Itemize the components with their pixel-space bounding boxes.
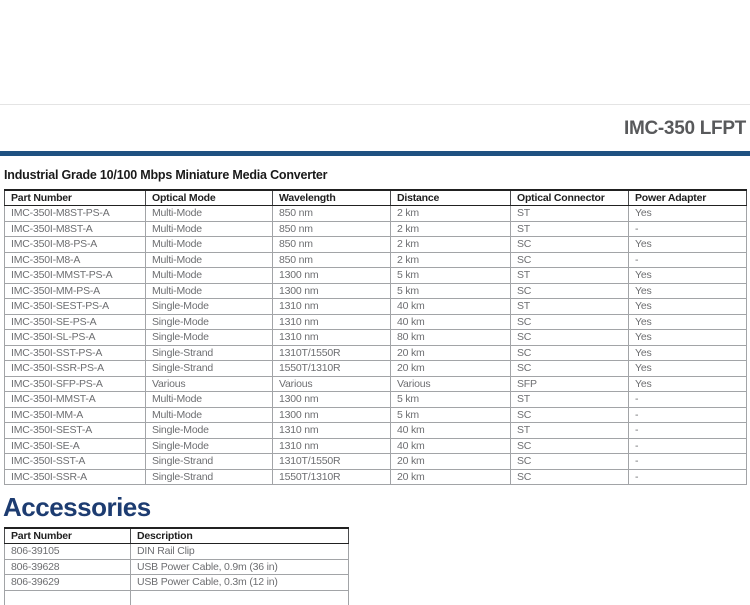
table-cell: 20 km — [391, 361, 511, 377]
table-cell: Yes — [629, 206, 747, 222]
table-row — [5, 376, 747, 392]
table-cell: 1310T/1550R — [273, 345, 391, 361]
table-cell: SC — [511, 454, 629, 470]
table-cell: 20 km — [391, 469, 511, 485]
table-cell: Yes — [629, 345, 747, 361]
table-cell: 1310T/1550R — [273, 454, 391, 470]
table-cell: 5 km — [391, 392, 511, 408]
table-row — [5, 237, 747, 253]
table-cell: 1550T/1310R — [273, 361, 391, 377]
table-row — [5, 221, 747, 237]
table-cell: ST — [511, 299, 629, 315]
table-cell: 1310 nm — [273, 330, 391, 346]
column-header: Power Adapter — [629, 190, 747, 206]
column-header: Wavelength — [273, 190, 391, 206]
table-cell: Multi-Mode — [146, 221, 273, 237]
table-cell: Various — [391, 376, 511, 392]
table-cell: USB Power Cable, 0.9m (36 in) — [131, 559, 349, 575]
table-row — [5, 423, 747, 439]
table-cell: - — [629, 392, 747, 408]
header-accent-rule — [0, 151, 750, 156]
table-cell: SC — [511, 345, 629, 361]
table-cell: SC — [511, 252, 629, 268]
table-cell: 5 km — [391, 407, 511, 423]
table-cell — [5, 590, 131, 605]
column-header: Description — [131, 528, 349, 544]
table-cell: Single-Strand — [146, 345, 273, 361]
table-cell: 40 km — [391, 314, 511, 330]
table-row — [5, 575, 349, 591]
table-cell: 850 nm — [273, 206, 391, 222]
table-cell: Multi-Mode — [146, 392, 273, 408]
media-converter-spec-table — [4, 189, 747, 485]
table-cell: USB Power Cable, 0.3m (12 in) — [131, 575, 349, 591]
table-cell: SC — [511, 314, 629, 330]
table-cell: 1300 nm — [273, 283, 391, 299]
table-cell: - — [629, 407, 747, 423]
table-cell: IMC-350I-M8-PS-A — [5, 237, 146, 253]
table-cell: 2 km — [391, 206, 511, 222]
table-cell: Various — [146, 376, 273, 392]
table-cell: Yes — [629, 299, 747, 315]
table-row — [5, 361, 747, 377]
accessories-table — [4, 527, 349, 605]
table-cell: 1310 nm — [273, 438, 391, 454]
table-cell: - — [629, 221, 747, 237]
spec-table-body — [5, 206, 747, 485]
table-cell: 2 km — [391, 252, 511, 268]
product-title: IMC-350 LFPT — [623, 118, 746, 139]
table-cell: IMC-350I-SFP-PS-A — [5, 376, 146, 392]
table-cell: Yes — [629, 314, 747, 330]
accessories-header-row — [5, 528, 349, 544]
table-cell: 806-39629 — [5, 575, 131, 591]
table-row — [5, 559, 349, 575]
column-header: Part Number — [5, 528, 131, 544]
table-cell: IMC-350I-MMST-PS-A — [5, 268, 146, 284]
table-row — [5, 314, 747, 330]
table-cell: Single-Mode — [146, 330, 273, 346]
table-cell: 1310 nm — [273, 314, 391, 330]
table-cell: SC — [511, 361, 629, 377]
table-cell: ST — [511, 423, 629, 439]
table-cell: Single-Mode — [146, 314, 273, 330]
table-row — [5, 454, 747, 470]
table-cell: SC — [511, 237, 629, 253]
table-row-partial — [5, 590, 349, 605]
table-cell: IMC-350I-M8-A — [5, 252, 146, 268]
table-cell: 850 nm — [273, 221, 391, 237]
table-row — [5, 544, 349, 560]
table-cell: Multi-Mode — [146, 252, 273, 268]
table-cell: - — [629, 438, 747, 454]
table-cell: IMC-350I-MMST-A — [5, 392, 146, 408]
table-row — [5, 252, 747, 268]
table-cell: Multi-Mode — [146, 407, 273, 423]
table-cell: Multi-Mode — [146, 283, 273, 299]
table-cell: 1310 nm — [273, 423, 391, 439]
accessories-table-body — [5, 544, 349, 591]
table-cell: 40 km — [391, 438, 511, 454]
table-cell: Single-Strand — [146, 454, 273, 470]
table-cell: Yes — [629, 237, 747, 253]
table-cell: 80 km — [391, 330, 511, 346]
table-cell: 5 km — [391, 268, 511, 284]
table-cell: 1550T/1310R — [273, 469, 391, 485]
table-cell: - — [629, 423, 747, 439]
table-cell: 2 km — [391, 237, 511, 253]
table-cell: SC — [511, 283, 629, 299]
table-row — [5, 392, 747, 408]
table-row — [5, 345, 747, 361]
table-cell — [131, 590, 349, 605]
table-cell: Multi-Mode — [146, 206, 273, 222]
section-title: Industrial Grade 10/100 Mbps Miniature Media Converter — [4, 168, 328, 182]
table-cell: 20 km — [391, 454, 511, 470]
column-header: Optical Connector — [511, 190, 629, 206]
table-cell: ST — [511, 392, 629, 408]
table-cell: IMC-350I-SE-PS-A — [5, 314, 146, 330]
table-row — [5, 469, 747, 485]
table-cell: SC — [511, 330, 629, 346]
table-cell: 1310 nm — [273, 299, 391, 315]
table-cell: SC — [511, 469, 629, 485]
column-header: Optical Mode — [146, 190, 273, 206]
table-cell: SFP — [511, 376, 629, 392]
table-cell: IMC-350I-SEST-A — [5, 423, 146, 439]
column-header: Part Number — [5, 190, 146, 206]
table-cell: IMC-350I-M8ST-PS-A — [5, 206, 146, 222]
table-cell: 5 km — [391, 283, 511, 299]
column-header: Distance — [391, 190, 511, 206]
table-cell: Multi-Mode — [146, 268, 273, 284]
table-cell: Yes — [629, 283, 747, 299]
table-cell: IMC-350I-SST-PS-A — [5, 345, 146, 361]
table-cell: IMC-350I-M8ST-A — [5, 221, 146, 237]
table-cell: 850 nm — [273, 237, 391, 253]
table-cell: Multi-Mode — [146, 237, 273, 253]
table-cell: Yes — [629, 330, 747, 346]
table-cell: 40 km — [391, 423, 511, 439]
table-row — [5, 330, 747, 346]
table-cell: Various — [273, 376, 391, 392]
table-cell: 806-39105 — [5, 544, 131, 560]
table-cell: IMC-350I-SSR-PS-A — [5, 361, 146, 377]
table-cell: IMC-350I-SEST-PS-A — [5, 299, 146, 315]
table-cell: IMC-350I-SE-A — [5, 438, 146, 454]
table-cell: SC — [511, 407, 629, 423]
table-row — [5, 438, 747, 454]
table-cell: IMC-350I-SSR-A — [5, 469, 146, 485]
table-cell: - — [629, 252, 747, 268]
table-cell: 1300 nm — [273, 407, 391, 423]
table-cell: Single-Mode — [146, 299, 273, 315]
table-cell: Yes — [629, 376, 747, 392]
table-cell: 2 km — [391, 221, 511, 237]
table-cell: 20 km — [391, 345, 511, 361]
table-cell: Single-Mode — [146, 438, 273, 454]
table-row — [5, 407, 747, 423]
table-cell: 40 km — [391, 299, 511, 315]
table-cell: Single-Mode — [146, 423, 273, 439]
top-divider — [0, 104, 750, 105]
accessories-partial-row-body — [5, 590, 349, 605]
accessories-title: Accessories — [3, 492, 151, 522]
table-cell: ST — [511, 268, 629, 284]
table-row — [5, 206, 747, 222]
table-cell: IMC-350I-SST-A — [5, 454, 146, 470]
table-cell: - — [629, 454, 747, 470]
table-row — [5, 299, 747, 315]
table-cell: Single-Strand — [146, 469, 273, 485]
table-row — [5, 283, 747, 299]
table-row — [5, 268, 747, 284]
table-cell: IMC-350I-MM-PS-A — [5, 283, 146, 299]
table-cell: IMC-350I-MM-A — [5, 407, 146, 423]
table-cell: DIN Rail Clip — [131, 544, 349, 560]
table-cell: Yes — [629, 268, 747, 284]
table-cell: Yes — [629, 361, 747, 377]
table-cell: 850 nm — [273, 252, 391, 268]
table-cell: 1300 nm — [273, 392, 391, 408]
spec-table-header-row — [5, 190, 747, 206]
table-cell: 806-39628 — [5, 559, 131, 575]
table-cell: ST — [511, 206, 629, 222]
table-cell: SC — [511, 438, 629, 454]
table-cell: 1300 nm — [273, 268, 391, 284]
table-cell: IMC-350I-SL-PS-A — [5, 330, 146, 346]
table-cell: ST — [511, 221, 629, 237]
table-cell: Single-Strand — [146, 361, 273, 377]
table-cell: - — [629, 469, 747, 485]
